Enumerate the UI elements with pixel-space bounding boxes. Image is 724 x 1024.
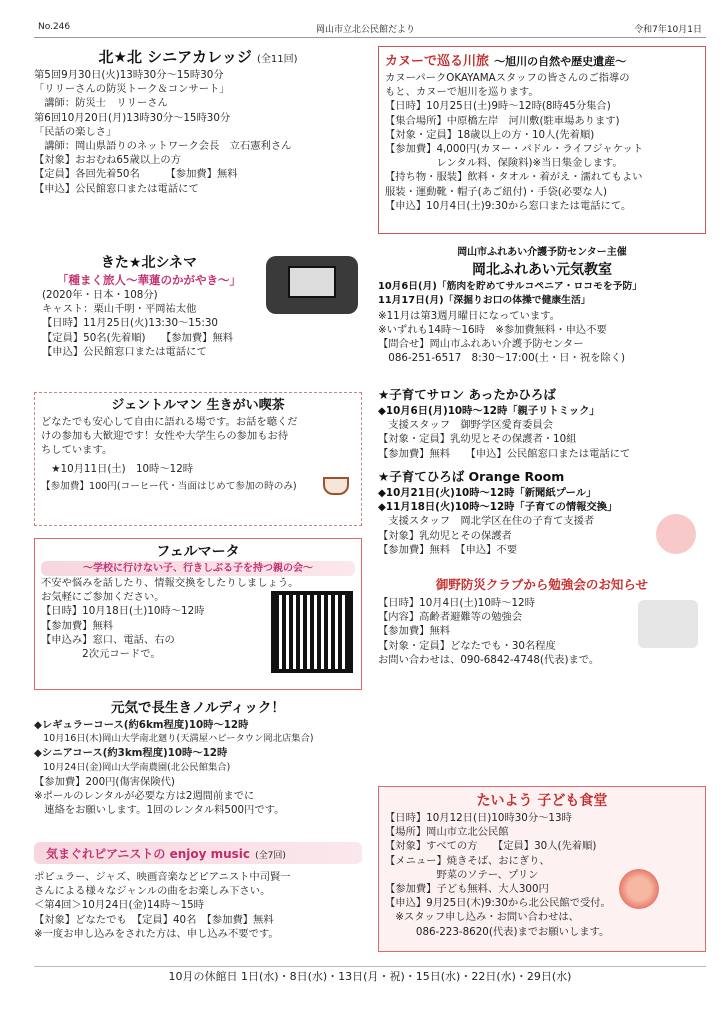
cafe-line: けの参加も大歓迎です！女性や大学生らの参加もお待	[41, 430, 289, 443]
senior-line: 第6回10月20日(月)13時30分～15時30分	[34, 111, 231, 124]
piano-sub: (全7回)	[255, 851, 286, 861]
newsletter-title: 岡山市立北公民館だより	[316, 25, 416, 35]
canoe-line: 【対象・定員】18歳以上の方・10人(先着順)	[385, 128, 595, 141]
bousai-line: 【対象・定員】どなたでも・30名程度	[378, 639, 556, 652]
cinema-line: 【申込】公民館窓口または電話にて	[42, 345, 207, 358]
orange-room-title: ★子育てひろば Orange Room	[378, 469, 565, 484]
canoe-line: 【持ち物・服装】飲料・タオル・着がえ・濡れてもよい	[385, 171, 643, 184]
senior-line: 【申込】公民館窓口または電話にて	[34, 182, 199, 195]
nordic-line: 10月16日(木)岡山大学南北廻り(天満屋ハピータウン岡北店集合)	[34, 733, 314, 745]
senior-college-section	[34, 46, 362, 244]
senior-college-title: 北★北 シニアカレッジ	[98, 48, 252, 66]
canoe-sub: ～旭川の自然や歴史遺産～	[494, 55, 627, 68]
senior-line: 【対象】おおむね65歳以上の方	[34, 154, 181, 167]
piano-line: ※一度お申し込みをされた方は、申し込み不要です。	[34, 927, 279, 940]
movie-theater-icon	[266, 256, 358, 314]
cafe-section	[34, 392, 362, 526]
bousai-line: 【内容】高齢者避難等の勉強会	[378, 611, 523, 624]
canoe-line: もと、カヌーで旭川を巡ります。	[385, 86, 539, 99]
cafe-line: ★10月11日(土) 10時～12時	[41, 462, 194, 475]
children-illustration-icon	[656, 514, 696, 554]
senior-line: 「リリーさんの防災トーク＆コンサート」	[34, 83, 230, 96]
orange-line: ◆11月18日(火)10時～12時「子育ての情報交換」	[378, 501, 618, 514]
orange-line: ◆10月21日(火)10時～12時「新聞紙プール」	[378, 487, 597, 499]
right-column	[378, 46, 706, 986]
salon-section	[378, 386, 706, 462]
nordic-line: 10月24日(金)岡山大学南農園(北公民館集合)	[34, 761, 231, 773]
orange-line: 支援スタッフ 岡北学区在住の子育て支援者	[378, 515, 595, 528]
canoe-line: 【日時】10月25日(土)9時～12時(8時45分集合)	[385, 100, 611, 113]
taiyo-line: 【日時】10月12日(日)10時30分～13時	[385, 812, 572, 824]
bousai-line: 【参加費】無料	[378, 625, 451, 638]
taiyo-line: 【申込】9月25日(木)9:30から北公民館で受付。	[385, 897, 611, 910]
nordic-line: ◆シニアコース(約3km程度)10時～12時	[34, 747, 228, 760]
fermata-subtitle: ～学校に行けない子、行きしぶる子を持つ親の会～	[41, 561, 355, 576]
senior-line: 第5回9月30日(火)13時30分～15時30分	[34, 69, 224, 81]
cinema-subtitle: 「種まく旅人～華蓮のかがやき～」	[57, 273, 241, 287]
taiyo-title: たいよう 子ども食堂	[476, 793, 608, 809]
nordic-title: 元気で長生きノルディック！	[111, 700, 285, 716]
emergency-bag-icon	[638, 600, 698, 648]
genki-line: 086-251-6517 8:30～17:00(土・日・祝を除く)	[378, 352, 626, 365]
genki-line: 10月6日(月)「筋肉を貯めてサルコペニア・ロコモを予防」	[378, 281, 643, 293]
nordic-line: ◆レギュラーコース(約6km程度)10時～12時	[34, 719, 249, 731]
nordic-line: ※ポールのレンタルが必要な方は2週間前までに	[34, 790, 255, 803]
issue-date: 令和7年10月1日	[634, 25, 702, 35]
canoe-line: 服装・運動靴・帽子(あご紐付)・手袋(必要な人)	[385, 185, 608, 198]
cinema-line: 【日時】11月25日(火)13:30～15:30	[42, 317, 218, 330]
senior-line: 講師：防災士 リリーさん	[34, 97, 168, 110]
fermata-line: 【参加費】無料	[41, 619, 114, 632]
genki-line: 【問合せ】岡山市ふれあい介護予防センター	[378, 338, 584, 351]
orange-room-section	[378, 468, 706, 560]
newsletter-page	[34, 16, 706, 1012]
senior-college-sub: (全11回)	[256, 54, 298, 65]
cinema-line: キャスト：栗山千明・平岡祐太他	[42, 303, 197, 316]
canoe-line: 【申込】10月4日(土)9:30から窓口または電話にて。	[385, 199, 632, 212]
page-header	[34, 16, 706, 38]
taiyo-line: ※スタッフ申し込み・お問い合わせは、	[385, 911, 579, 924]
fermata-line: 【日時】10月18日(土)10時～12時	[41, 605, 205, 618]
canoe-line: 【参加費】4,000円(カヌー・パドル・ライフジャケット	[385, 143, 644, 156]
piano-line: さんによる様々なジャンルの曲をお楽しみ下さい。	[34, 885, 271, 898]
genki-section	[378, 246, 706, 376]
coffee-cup-icon	[323, 477, 349, 495]
genki-pre: 岡山市ふれあい介護予防センター主催	[457, 247, 627, 258]
taiyo-line: 【メニュー】焼きそば、おにぎり、	[385, 854, 550, 867]
bousai-line: 【日時】10月4日(土)10時～12時	[378, 597, 535, 609]
cinema-section	[34, 254, 362, 382]
cafe-title: ジェントルマン 生きがい喫茶	[111, 398, 285, 413]
cafe-line: ちしています。	[41, 444, 113, 457]
salon-line: 【参加費】無料 【申込】公民館窓口または電話にて	[378, 447, 631, 460]
taiyo-line: 086-223-8620(代表)までお願いします。	[385, 925, 610, 938]
fermata-title: フェルマータ	[156, 544, 240, 560]
piano-title: 気まぐれピアニストの enjoy music	[46, 847, 251, 861]
piano-section	[34, 842, 362, 986]
fermata-line: お気軽にご参加ください。	[41, 591, 165, 604]
cafe-line: どなたでも安心して自由に語れる場です。お話を聴くだ	[41, 416, 298, 428]
piano-line: ＜第4回＞10月24日(金)14時～15時	[34, 899, 204, 912]
bousai-title: 御野防災クラブから勉強会のお知らせ	[435, 577, 649, 592]
genki-line: ※11月は第3週月曜日になっています。	[378, 309, 560, 322]
bousai-section	[378, 574, 706, 692]
senior-line: 講師：岡山県語りのネットワーク会長 立石憲利さん	[34, 140, 292, 153]
piano-line: ポピュラー、ジャズ、映画音楽などピアニスト中司賢一	[34, 871, 291, 883]
salon-line: ◆10月6日(月)10時～12時「親子リトミック」	[378, 405, 600, 417]
genki-title: 岡北ふれあい元気教室	[472, 262, 612, 279]
genki-line: ※いずれも14時～16時 ※参加費無料・申込不要	[378, 323, 607, 336]
taiyo-section	[378, 786, 706, 952]
nordic-line: 連絡をお願いします。1回のレンタル料500円です。	[34, 804, 285, 817]
left-column	[34, 46, 362, 986]
canoe-section	[378, 46, 706, 234]
canoe-line: 【集合場所】中原橋左岸 河川敷(駐車場あります)	[385, 114, 620, 127]
closed-days-footer: 10月の休館日 1日(水)・8日(水)・13日(月・祝)・15日(水)・22日(水)・29日(水)	[34, 966, 706, 986]
fermata-line: 2次元コードで。	[41, 648, 161, 661]
genki-line: 11月17日(月)「深掘りお口の体操で健康生活」	[378, 295, 591, 307]
taiyo-line: 【参加費】子ども無料、大人300円	[385, 883, 549, 896]
nordic-line: 【参加費】200円(傷害保険代)	[34, 775, 175, 788]
senior-line: 「民話の楽しさ」	[34, 125, 117, 138]
canoe-line: レンタル料、保険料)※当日集金します。	[385, 157, 623, 170]
cinema-title: きた★北シネマ	[100, 255, 198, 271]
salon-line: 【対象・定員】乳幼児とその保護者・10組	[378, 433, 577, 446]
fermata-section	[34, 538, 362, 690]
canoe-line: カヌーパークOKAYAMAスタッフの皆さんのご指導の	[385, 72, 630, 84]
nordic-section	[34, 698, 362, 832]
cafe-line: 【参加費】100円(コーヒー代・当面はじめて参加の時のみ)	[41, 480, 297, 492]
senior-line: 【定員】各回先着50名 【参加費】無料	[34, 168, 238, 181]
fermata-line: 【申込み】窓口、電話、右の	[41, 633, 175, 646]
canoe-title: カヌーで巡る川旅	[385, 54, 490, 69]
issue-number: No.246	[38, 22, 71, 32]
sun-icon	[619, 869, 659, 909]
salon-line: 支援スタッフ 御野学区愛育委員会	[378, 419, 554, 432]
fermata-line: 不安や悩みを話したり、情報交換をしたりしましょう。	[41, 577, 299, 589]
taiyo-line: 野菜のソテー、プリン	[385, 868, 539, 881]
taiyo-line: 【場所】岡山市立北公民館	[385, 826, 509, 839]
salon-title: ★子育てサロン あったかひろば	[378, 387, 556, 402]
taiyo-line: 【対象】すべての方 【定員】30人(先着順)	[385, 840, 597, 853]
orange-line: 【参加費】無料 【申込】不要	[378, 543, 518, 556]
piano-line: 【対象】どなたでも 【定員】40名 【参加費】無料	[34, 913, 274, 926]
qr-code[interactable]	[271, 591, 353, 673]
orange-line: 【対象】乳幼児とその保護者	[378, 529, 512, 542]
bousai-line: お問い合わせは、090-6842-4748(代表)まで。	[378, 653, 600, 666]
cinema-line: (2020年・日本・108分)	[42, 289, 158, 301]
cinema-line: 【定員】50名(先着順) 【参加費】無料	[42, 331, 234, 344]
